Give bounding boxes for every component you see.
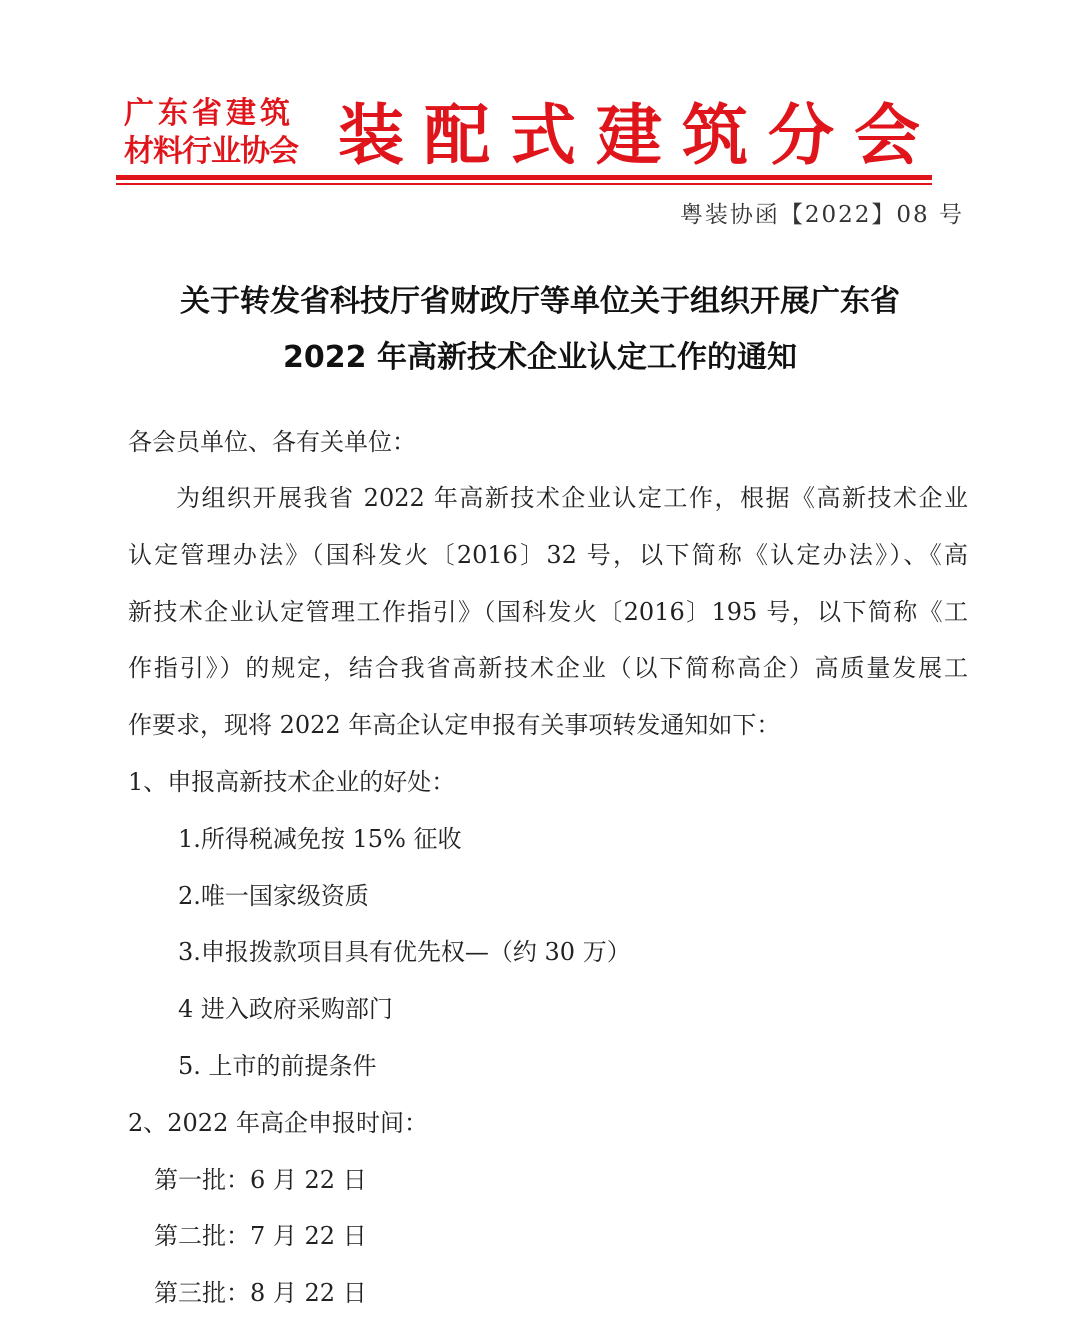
benefit-item: 5. 上市的前提条件 xyxy=(178,1051,377,1080)
document-title-line2: 2022 年高新技术企业认定工作的通知 xyxy=(283,340,797,375)
branch-name: 装配式建筑分会 xyxy=(338,97,940,174)
batch-date: 第二批：7 月 22 日 xyxy=(154,1222,367,1251)
benefit-item: 4 进入政府采购部门 xyxy=(178,995,393,1024)
batch-date: 第一批：6 月 22 日 xyxy=(154,1165,367,1194)
letterhead-divider-thin xyxy=(116,183,932,185)
paragraph-line: 新技术企业认定管理工作指引》（国科发火〔2016〕195 号，以下简称《工 xyxy=(128,597,968,626)
salutation xyxy=(128,414,968,471)
paragraph-line: 作指引》）的规定，结合我省高新技术企业（以下简称高企）高质量发展工 xyxy=(128,654,968,683)
org-name-line2: 材料行业协会 xyxy=(124,134,298,169)
document-title-line1: 关于转发省科技厅省财政厅等单位关于组织开展广东省 xyxy=(180,284,900,319)
org-name-line1: 广东省建筑 xyxy=(124,96,294,131)
benefit-item: 2.唯一国家级资质 xyxy=(178,881,369,910)
section1-heading: 1、申报高新技术企业的好处： xyxy=(128,767,456,796)
paragraph-line: 为组织开展我省 2022 年高新技术企业认定工作，根据《高新技术企业 xyxy=(176,484,968,512)
paragraph-line: 认定管理办法》（国科发火〔2016〕32 号，以下简称《认定办法》）、《高 xyxy=(128,540,968,569)
intro-paragraph xyxy=(128,470,968,1322)
benefit-item: 1.所得税减免按 15% 征收 xyxy=(178,824,462,853)
salutation-text: 各会员单位、各有关单位： xyxy=(128,428,416,456)
document-number: 粤装协函【2022】08 号 xyxy=(679,202,964,228)
benefit-item: 3.申报拨款项目具有优先权—（约 30 万） xyxy=(178,938,631,967)
letterhead xyxy=(0,0,1080,200)
batch-date: 第三批：8 月 22 日 xyxy=(154,1279,367,1308)
paragraph-line: 作要求，现将 2022 年高企认定申报有关事项转发通知如下： xyxy=(128,711,781,740)
section2-heading: 2、2022 年高企申报时间： xyxy=(128,1108,428,1137)
letterhead-divider-thick xyxy=(116,175,932,180)
